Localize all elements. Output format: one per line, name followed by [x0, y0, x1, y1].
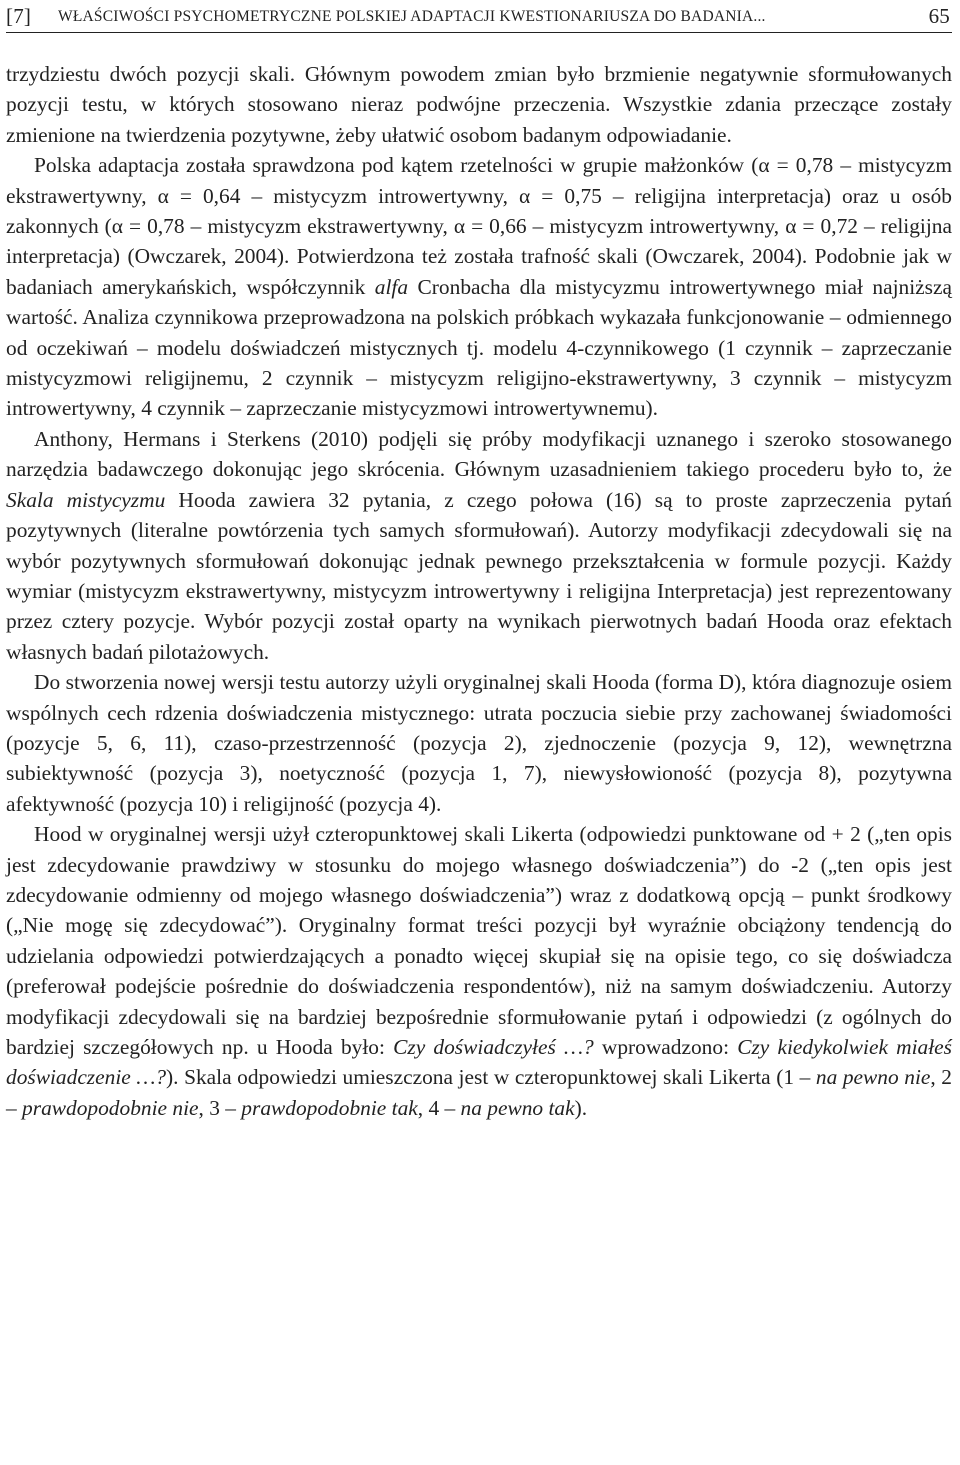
italic-text-run: Czy doświadczyłeś …?	[393, 1035, 594, 1059]
text-run: Anthony, Hermans i Sterkens (2010) podjęli się próby modyfikacji uznanego i szeroko stosowanego narzędzia badawczego dokonując jego skrócenia. Głównym uzasadnieniem takiego procederu było to, że	[6, 426, 952, 482]
running-header	[6, 0, 952, 33]
running-title: WŁAŚCIWOŚCI PSYCHOMETRYCZNE POLSKIEJ ADAPTACJI KWESTIONARIUSZA DO BADANIA...	[58, 8, 766, 25]
text-run: Hood w oryginalnej wersji użył czteropunktowej skali Likerta (odpowiedzi punktowane od + 2 („ten opis jest zdecydowanie prawdziwy w stosunku do mojego własnego doświadczenia”) do -2 („ten opis jest zdecydowanie odmienny od mojego własnego doświadczenia”) wraz z dodatkową opcją – punkt środkowy („Nie mogę się zdecydować”). Oryginalny format treści pozycji był wyraźnie obciążony tendencją do udzielania odpowiedzi potwierdzających a ponadto więcej skupiał się na opisie tego, co się doświadcza (preferował podejście pośrednie do doświadczenia respondentów), niż na samym doświadczeniu. Autorzy modyfikacji zdecydowali się na bardziej bezpośrednie sformułowanie pytań i odpowiedzi (z ogólnych do bardziej szczegółowych np. u Hooda było:	[6, 822, 952, 1059]
text-run: wprowadzono:	[593, 1035, 738, 1059]
text-run: , 3 –	[198, 1095, 242, 1120]
italic-text-run: na pewno tak	[460, 1095, 575, 1120]
text-run: trzydziestu dwóch pozycji skali. Głównym powodem zmian było brzmienie negatywnie sformułowanych pozycji testu, w których stosowano nieraz podwójne przeczenia. Wszystkie zdania przeczące zostały zmienione na twierdzenia pozytywne, żeby ułatwić osobom badanym odpowiadanie.	[6, 62, 952, 147]
body-text	[6, 59, 952, 1123]
text-run: , 2 –	[6, 1065, 952, 1120]
paragraph	[6, 667, 952, 819]
italic-text-run: alfa	[374, 274, 409, 299]
italic-text-run: Skala mistycyzmu	[6, 487, 166, 512]
text-run: Do stworzenia nowej wersji testu autorzy użyli oryginalnej skali Hooda (forma D), która diagnozuje osiem wspólnych cech rdzenia doświadczenia mistycznego: utrata poczucia siebie przy zachowanej świadomości (pozycje 5, 6, 11), czaso-przestrzenność (pozycja 2), zjednoczenie (pozycja 9, 12), wewnętrzna subiektywność (pozycja 3), noetyczność (pozycja 1, 7), niewysłowioność (pozycja 8), pozytywna afektywność (pozycja 10) i religijność (pozycja 4).	[6, 670, 952, 816]
text-run: ).	[574, 1095, 588, 1120]
italic-text-run: prawdopodobnie tak	[241, 1095, 418, 1120]
text-run: ). Skala odpowiedzi umieszczona jest w czteropunktowej skali Likerta (1 –	[166, 1065, 816, 1090]
italic-text-run: prawdopodobnie nie	[22, 1095, 199, 1120]
paragraph	[6, 424, 952, 667]
page-number: 65	[928, 4, 950, 28]
italic-text-run: na pewno nie	[815, 1065, 931, 1090]
text-run: Hooda zawiera 32 pytania, z czego połowa (16) są to proste zaprzeczenia pytań pozytywnych (literalne powtórzenia tych samych sformułowań). Autorzy modyfikacji zdecydowali się na wybór pozytywnych sformułowań dokonując jednak pewnego przekształcenia w formule pozycji. Każdy wymiar (mistycyzm ekstrawertywny, mistycyzm introwertywny i religijna Interpretacja) jest reprezentowany przez cztery pozycje. Wybór pozycji został oparty na wynikach pierwotnych badań Hooda oraz efektach własnych badań pilotażowych.	[6, 487, 952, 664]
text-run: , 4 –	[417, 1095, 461, 1120]
chapter-number: [7]	[6, 4, 32, 28]
paragraph	[6, 150, 952, 424]
paragraph	[6, 59, 952, 150]
paragraph	[6, 819, 952, 1123]
text-run: Polska adaptacja została sprawdzona pod kątem rzetelności w grupie małżonków (α = 0,78 – mistycyzm ekstrawertywny, α = 0,64 – mistycyzm introwertywny, α = 0,75 – religijna interpretacja) oraz u osób zakonnych (α = 0,78 – mistycyzm ekstrawertywny, α = 0,66 – mistycyzm introwertywny, α = 0,72 – religijna interpretacja) (Owczarek, 2004). Potwierdzona też została trafność skali (Owczarek, 2004). Podobnie jak w badaniach amerykańskich, współczynnik	[6, 153, 952, 299]
text-run: Cronbacha dla mistycyzmu introwertywnego miał najniższą wartość. Analiza czynnikowa przeprowadzona na polskich próbkach wykazała funkcjonowanie – odmiennego od oczekiwań – modelu doświadczeń mistycznych tj. modelu 4-czynnikowego (1 czynnik – zaprzeczanie mistycyzmowi religijnemu, 2 czynnik – mistycyzm religijno-ekstrawertywny, 3 czynnik – mistycyzm introwertywny, 4 czynnik – zaprzeczanie mistycyzmowi introwertywnemu).	[6, 274, 952, 421]
italic-text-run: Czy kiedykolwiek miałeś doświadczenie …?	[6, 1035, 952, 1090]
